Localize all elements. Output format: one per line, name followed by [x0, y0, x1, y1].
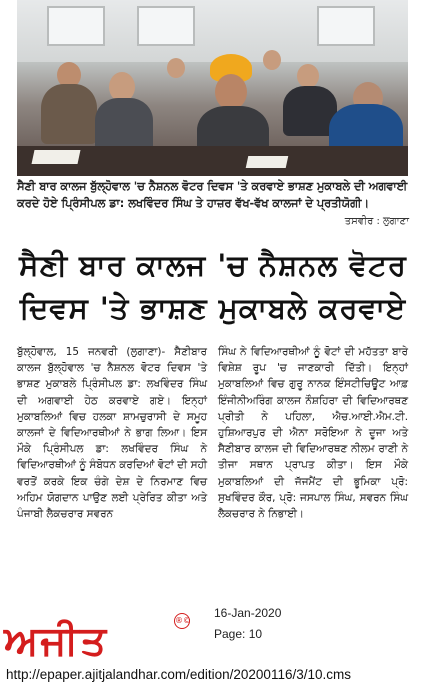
page-number: Page: 10 [214, 627, 263, 641]
article-body-right: ਸਿੰਘ ਨੇ ਵਿਦਿਆਰਥੀਆਂ ਨੂੰ ਵੋਟਾਂ ਦੀ ਮਹੱਤਤਾ ਬਾਰੇ ਵਿਸ਼ੇਸ਼ ਰੂਪ 'ਚ ਜਾਣਕਾਰੀ ਦਿੱਤੀ। ਇਨ੍ਹਾਂ ਮੁਕਾਬਲਿਆਂ ਵਿਚ ਗੁਰੂ ਨਾਨਕ ਇੰਸਟੀਚਿਊਟ ਆਫ਼ ਇੰਜੀਨੀਅਰਿੰਗ ਕਾਲਜ ਨੌਸ਼ਹਿਰਾ ਦੀ ਵਿਦਿਆਰਥਣ ਪ੍ਰੀਤੀ ਨੇ ਪਹਿਲਾ, ਐਚ.ਆਈ.ਐਮ.ਟੀ. ਹੁਸ਼ਿਆਰਪੁਰ ਦੀ ਐਨਾ ਸਰੋਇਆ ਨੇ ਦੂਜਾ ਅਤੇ ਸੈਣੀਬਾਰ ਕਾਲਜ ਦੀ ਵਿਦਿਆਰਥਣ ਨੀਲਮ ਰਾਣੀ ਨੇ ਤੀਜਾ ਸਥਾਨ ਪ੍ਰਾਪਤ ਕੀਤਾ। ਇਸ ਮੌਕੇ ਮੁਕਾਬਲਿਆਂ ਦੀ ਜੱਜਮੈਂਟ ਦੀ ਭੂਮਿਕਾ ਪ੍ਰੋ: ਸੁਖਵਿੰਦਰ ਕੌਰ, ਪ੍ਰੋ: ਜਸਪਾਲ ਸਿੰਘ, ਸਵਰਨ ਸਿੰਘ ਲੈਕਚਰਾਰ ਨੇ ਨਿਭਾਈ। [218, 346, 408, 521]
article-headline: ਸੈਣੀ ਬਾਰ ਕਾਲਜ 'ਚ ਨੈਸ਼ਨਲ ਵੋਟਰ ਦਿਵਸ 'ਤੇ ਭਾਸ਼ਣ ਮੁਕਾਬਲੇ ਕਰਵਾਏ [19, 248, 407, 325]
photo-credit: ਤਸਵੀਰ : ਲੁਗਾਣਾ [344, 216, 409, 227]
source-url: http://epaper.ajitjalandhar.com/edition/20200116/3/10.cms [6, 667, 351, 682]
article-photo [17, 0, 408, 176]
edition-date: 16-Jan-2020 [214, 606, 282, 620]
photo-caption: ਸੈਣੀ ਬਾਰ ਕਾਲਜ ਬੁੱਲ੍ਹੋਵਾਲ 'ਚ ਨੈਸ਼ਨਲ ਵੋਟਰ ਦਿਵਸ 'ਤੇ ਕਰਵਾਏ ਭਾਸ਼ਣ ਮੁਕਾਬਲੇ ਦੀ ਅਗਵਾਈ ਕਰਦੇ ਹੋਏ ਪ੍ਰਿੰਸੀਪਲ ਡਾ: ਲਖਵਿੰਦਰ ਸਿੰਘ ਤੇ ਹਾਜ਼ਰ ਵੱਖ-ਵੱਖ ਕਾਲਜਾਂ ਦੇ ਪ੍ਰਤੀਯੋਗੀ। [17, 180, 408, 210]
registered-mark: ®© [174, 613, 190, 629]
newspaper-logo: ਅਜੀਤ [4, 617, 109, 664]
article-body-left: ਬੁੱਲ੍ਹੋਵਾਲ, 15 ਜਨਵਰੀ (ਲੁਗਾਣਾ)- ਸੈਣੀਬਾਰ ਕਾਲਜ ਬੁੱਲ੍ਹੋਵਾਲ 'ਚ ਨੈਸ਼ਨਲ ਵੋਟਰ ਦਿਵਸ 'ਤੇ ਭਾਸ਼ਣ ਮੁਕਾਬਲੇ ਪ੍ਰਿੰਸੀਪਲ ਡਾ: ਲਖਵਿੰਦਰ ਸਿੰਘ ਦੀ ਅਗਵਾਈ ਹੇਠ ਕਰਵਾਏ ਗਏ। ਇਨ੍ਹਾਂ ਮੁਕਾਬਲਿਆਂ ਵਿਚ ਹਲਕਾ ਸ਼ਾਮਚੁਰਾਸੀ ਦੇ ਸਮੂਹ ਕਾਲਜਾਂ ਦੇ ਵਿਦਿਆਰਥੀਆਂ ਨੇ ਭਾਗ ਲਿਆ। ਇਸ ਮੌਕੇ ਪ੍ਰਿੰਸੀਪਲ ਡਾ: ਲਖਵਿੰਦਰ ਸਿੰਘ ਨੇ ਵਿਦਿਆਰਥੀਆਂ ਨੂੰ ਸੰਬੋਧਨ ਕਰਦਿਆਂ ਵੋਟਾਂ ਦੀ ਸਹੀ ਵਰਤੋਂ ਕਰਕੇ ਇਕ ਚੰਗੇ ਦੇਸ਼ ਦੇ ਨਿਰਮਾਣ ਵਿਚ ਅਹਿਮ ਯੋਗਦਾਨ ਪਾਉਣ ਲਈ ਪ੍ਰੇਰਿਤ ਕੀਤਾ ਅਤੇ ਪੰਜਾਬੀ ਲੈਕਚਰਾਰ ਸਵਰਨ [17, 346, 207, 521]
